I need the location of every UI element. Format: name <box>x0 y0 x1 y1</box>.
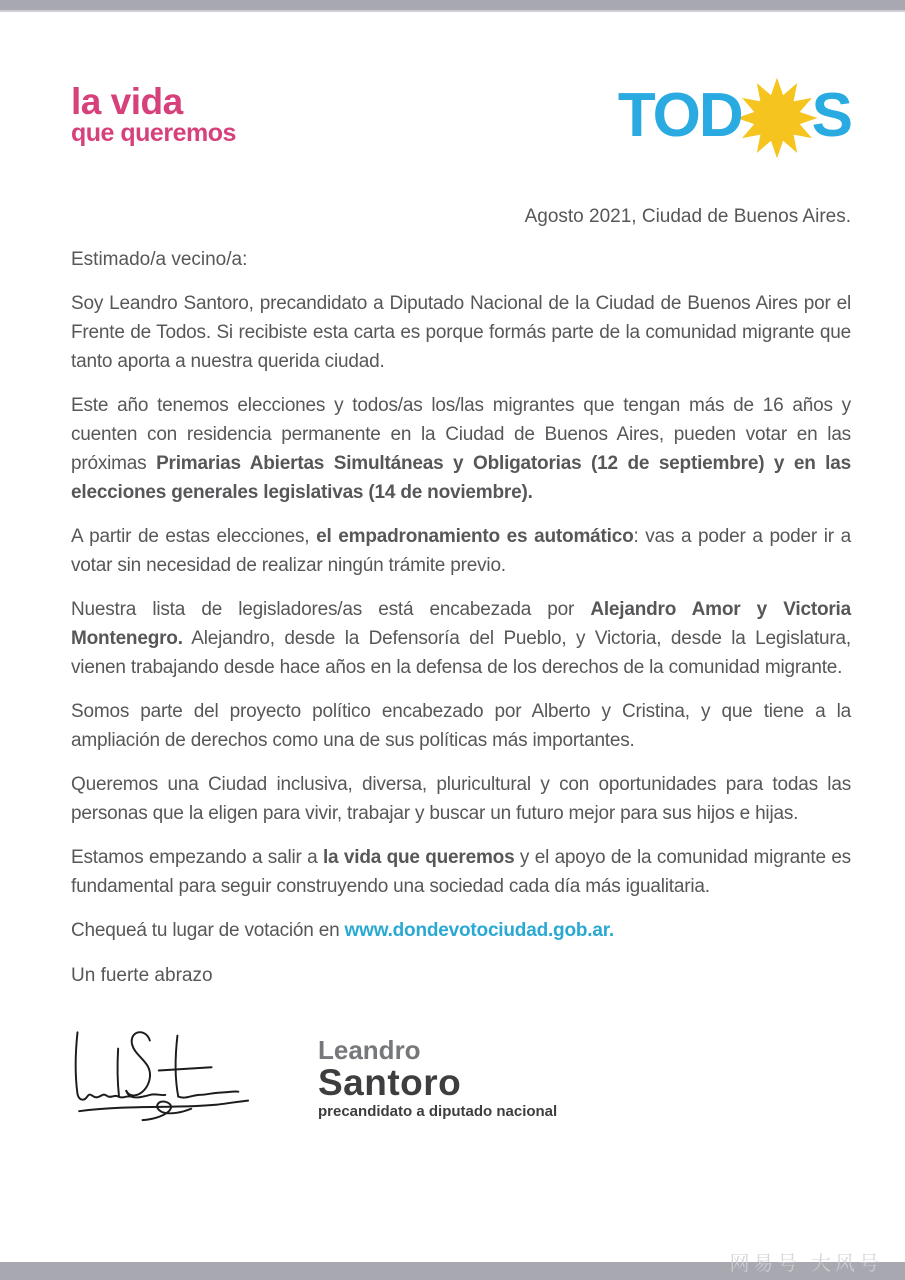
dateline: Agosto 2021, Ciudad de Buenos Aires. <box>524 206 851 227</box>
signatory-title: precandidato a diputado nacional <box>318 1103 558 1120</box>
letter-paragraph: Estamos empezando a salir a la vida que queremos y el apoyo de la comunidad migrante es fundamental para seguir construyendo una sociedad cada día más igualitaria. <box>71 847 851 897</box>
sun-icon <box>735 76 819 160</box>
top-frame-bar <box>0 0 905 12</box>
donde-voto-link[interactable]: www.dondevotociudad.gob.ar. <box>344 920 614 941</box>
letter-paragraph: Nuestra lista de legisladores/as está encabezada por Alejandro Amor y Victoria Montenegro. Alejandro, desde la Defensoría del Pueblo, y Victoria, desde la Legislatura, vienen trabajando desde hace años en la defensa de los derechos de la comunidad migrante. <box>71 599 851 678</box>
letter-header <box>71 72 851 174</box>
todos-logo-text-right: S <box>811 81 851 150</box>
closing: Un fuerte abrazo <box>71 965 213 986</box>
la-vida-que-queremos-logo <box>71 72 236 148</box>
letter-paragraph: Este año tenemos elecciones y todos/as los/las migrantes que tengan más de 16 años y cuenten con residencia permanente en la Ciudad de Buenos Aires, pueden votar en las próximas Primarias Abiertas Simultáneas y Obligatorias (12 de septiembre) y en las elecciones generales legislativas (14 de noviembre). <box>71 395 851 503</box>
signature-block <box>71 1016 851 1134</box>
letter-paragraph: A partir de estas elecciones, el empadronamiento es automático: vas a poder a poder ir a votar sin necesidad de realizar ningún trámite previo. <box>71 526 851 576</box>
todos-logo-text-left: TOD <box>617 81 742 150</box>
salutation: Estimado/a vecino/a: <box>71 249 248 270</box>
letter-paragraph: Chequeá tu lugar de votación en www.dondevotociudad.gob.ar. <box>71 920 614 941</box>
signatory-info <box>318 1034 558 1134</box>
letter-paragraph: Somos parte del proyecto político encabezado por Alberto y Cristina, y que tiene a la ampliación de derechos como una de sus políticas más importantes. <box>71 701 851 751</box>
signatory-last-name: Santoro <box>318 1062 462 1103</box>
signature-image <box>71 1016 266 1134</box>
watermark: 网易号 大风号 <box>729 1253 883 1275</box>
letter-paragraph: Queremos una Ciudad inclusiva, diversa, pluricultural y con oportunidades para todas las personas que la eligen para vivir, trabajar y buscar un futuro mejor para sus hijos e hijas. <box>71 774 851 824</box>
letter-paragraph: Soy Leandro Santoro, precandidato a Diputado Nacional de la Ciudad de Buenos Aires por el Frente de Todos. Si recibiste esta carta es porque formás parte de la comunidad migrante que tanto aporta a nuestra querida ciudad. <box>71 293 851 372</box>
todos-logo <box>618 72 851 160</box>
brand-line1: la vida <box>71 81 183 122</box>
signatory-first-name: Leandro <box>318 1034 421 1065</box>
letter-body <box>71 289 851 945</box>
brand-line2: que queremos <box>71 119 236 148</box>
